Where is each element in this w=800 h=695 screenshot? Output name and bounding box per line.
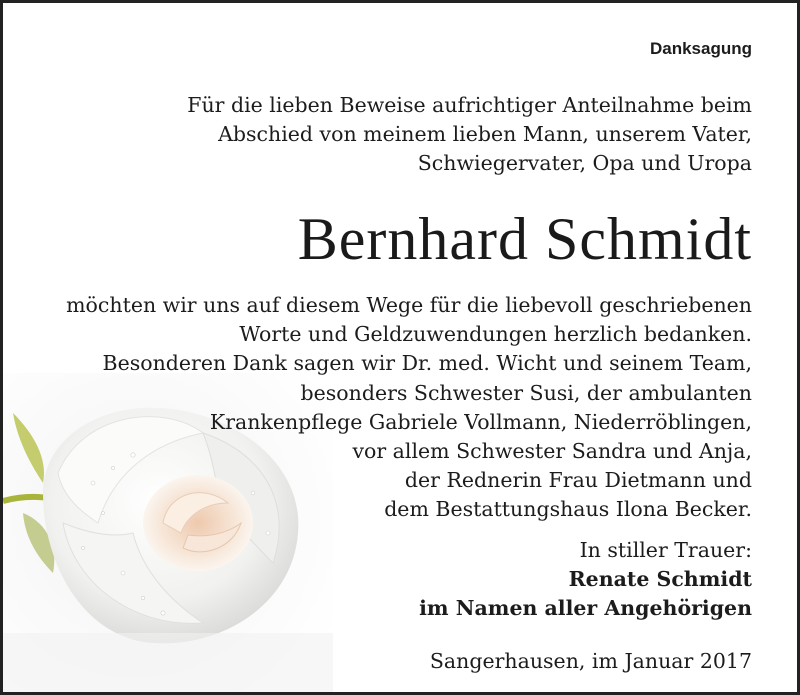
thanks-line: vor allem Schwester Sandra und Anja, (352, 439, 752, 464)
thanks-line: der Rednerin Frau Dietmann und (404, 468, 752, 493)
intro-line: Schwiegervater, Opa und Uropa (417, 151, 752, 175)
mourning-intro: In stiller Trauer: (579, 538, 752, 562)
thanks-text (66, 291, 752, 525)
intro-line: Für die lieben Beweise aufrichtiger Anteilnahme beim (187, 93, 752, 117)
thanks-line: Krankenpflege Gabriele Vollmann, Niederröblingen, (209, 409, 752, 434)
intro-line: Abschied von meinem lieben Mann, unserem Vater, (218, 122, 752, 146)
place-date: Sangerhausen, im Januar 2017 (429, 649, 752, 673)
heading-danksagung: Danksagung (649, 39, 752, 58)
mourning-block (419, 536, 752, 623)
thanks-line: dem Bestattungshaus Ilona Becker. (384, 497, 752, 522)
thanks-line: Besonderen Dank sagen wir Dr. med. Wicht und seinem Team, (102, 351, 752, 376)
thanks-line: besonders Schwester Susi, der ambulanten (300, 380, 752, 405)
deceased-name: Bernhard Schmidt (297, 206, 752, 272)
mourner-name: Renate Schmidt (568, 567, 752, 591)
thanks-line: möchten wir uns auf diesem Wege für die liebevoll geschriebenen (66, 293, 752, 317)
intro-text (187, 91, 752, 178)
thanks-line: Worte und Geldzuwendungen herzlich bedanken. (239, 322, 752, 347)
mourning-relatives: im Namen aller Angehörigen (419, 596, 752, 620)
